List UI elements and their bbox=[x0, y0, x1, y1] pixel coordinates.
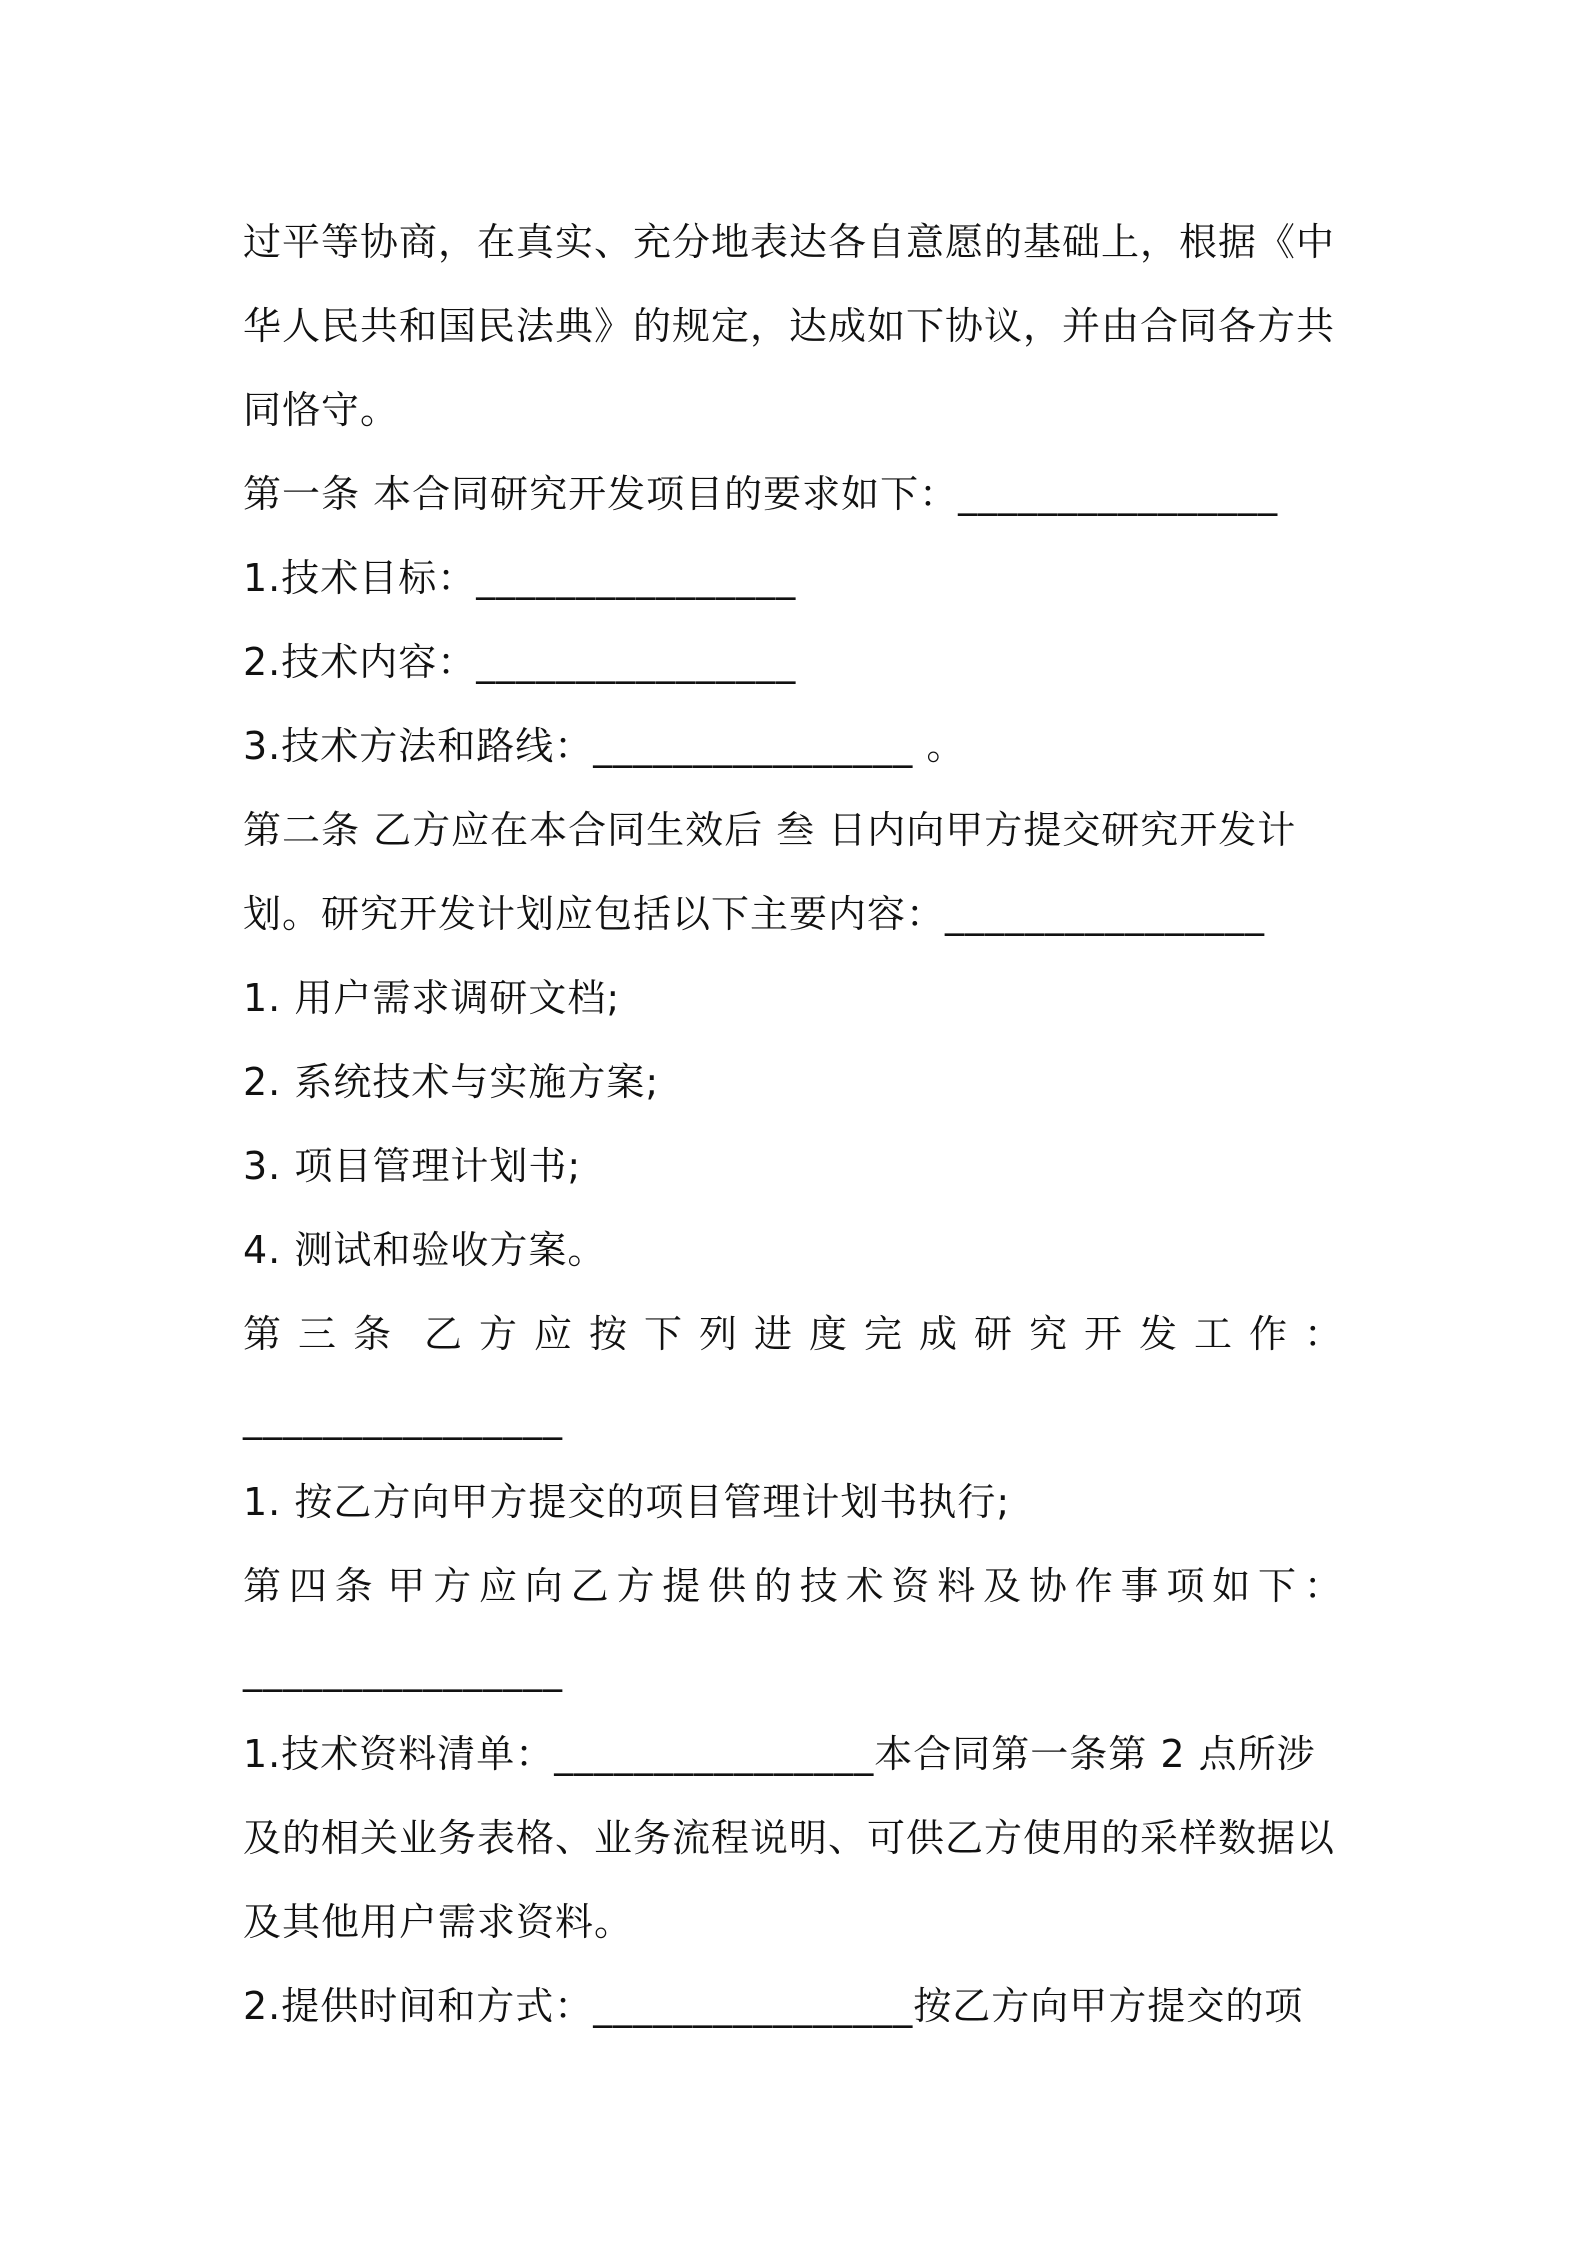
article-4-heading-char: 向 bbox=[524, 1564, 564, 1608]
article-4-heading-char: 料 bbox=[937, 1564, 977, 1608]
article-1-item-1: 1.技术目标：________________ bbox=[243, 556, 797, 600]
article-3-heading-char: 究 bbox=[1028, 1312, 1068, 1356]
article-4-heading-char: 术 bbox=[845, 1564, 885, 1608]
article-4-heading-char: 作 bbox=[1074, 1564, 1114, 1608]
article-3-heading-char: 方 bbox=[478, 1312, 518, 1356]
article-3-heading-char: 列 bbox=[698, 1312, 738, 1356]
article-4-item-line-1: 1.技术资料清单：________________本合同第一条第 2 点所涉 bbox=[243, 1732, 1316, 1776]
article-4-heading-char: 技 bbox=[799, 1564, 839, 1608]
article-4-heading-char: 提 bbox=[662, 1564, 702, 1608]
article-4-heading-char: 供 bbox=[708, 1564, 748, 1608]
article-3-heading-char: 按 bbox=[588, 1312, 628, 1356]
intro-line-3: 同恪守。 bbox=[243, 388, 400, 432]
article-4-heading-char: 协 bbox=[1028, 1564, 1068, 1608]
article-4-heading-char: 项 bbox=[1166, 1564, 1206, 1608]
article-4-heading bbox=[243, 1544, 1343, 1628]
article-2-line-2: 划。研究开发计划应包括以下主要内容：________________ bbox=[243, 892, 1266, 936]
article-3-heading bbox=[243, 1292, 1343, 1376]
article-4-item-line-4: 2.提供时间和方式：________________按乙方向甲方提交的项 bbox=[243, 1984, 1304, 2028]
article-2-item-3: 3. 项目管理计划书; bbox=[243, 1144, 582, 1188]
article-4-heading-char: 方 bbox=[433, 1564, 473, 1608]
article-4-heading-char: 方 bbox=[616, 1564, 656, 1608]
article-3-heading-char: 下 bbox=[643, 1312, 683, 1356]
article-3-blank: ________________ bbox=[243, 1396, 563, 1440]
article-1-heading: 第一条 本合同研究开发项目的要求如下：________________ bbox=[243, 472, 1279, 516]
article-3-heading-char: 第 bbox=[243, 1312, 283, 1356]
article-3-heading-char: 条 bbox=[353, 1312, 393, 1356]
article-4-heading-char: 及 bbox=[983, 1564, 1023, 1608]
article-4-heading-char: 如 bbox=[1212, 1564, 1252, 1608]
article-4-heading-char: 下 bbox=[1258, 1564, 1298, 1608]
article-4-item-line-3: 及其他用户需求资料。 bbox=[243, 1900, 634, 1944]
intro-line-2: 华人民共和国民法典》的规定，达成如下协议，并由合同各方共 bbox=[243, 304, 1336, 348]
article-2-line-1: 第二条 乙方应在本合同生效后 叁 日内向甲方提交研究开发计 bbox=[243, 808, 1297, 852]
article-4-heading-char: 条 bbox=[334, 1564, 374, 1608]
article-3-heading-char: 成 bbox=[918, 1312, 958, 1356]
article-3-heading-char: 完 bbox=[863, 1312, 903, 1356]
article-3-heading-char: 研 bbox=[973, 1312, 1013, 1356]
article-4-heading-char: 事 bbox=[1120, 1564, 1160, 1608]
article-4-heading-char: 第 bbox=[243, 1564, 283, 1608]
article-4-heading-char: 甲 bbox=[387, 1564, 427, 1608]
article-1-item-2: 2.技术内容：________________ bbox=[243, 640, 797, 684]
article-3-heading-char: 进 bbox=[753, 1312, 793, 1356]
article-3-heading-char: 应 bbox=[533, 1312, 573, 1356]
document-body bbox=[243, 200, 1353, 2048]
article-3-heading-char: 发 bbox=[1138, 1312, 1178, 1356]
article-3-heading-char: 开 bbox=[1083, 1312, 1123, 1356]
article-2-item-2: 2. 系统技术与实施方案; bbox=[243, 1060, 660, 1104]
article-3-heading-char: 三 bbox=[298, 1312, 338, 1356]
article-4-heading-char: 乙 bbox=[570, 1564, 610, 1608]
article-3-heading-char: 作 bbox=[1248, 1312, 1288, 1356]
article-3-heading-char: 度 bbox=[808, 1312, 848, 1356]
article-4-heading-char: 资 bbox=[891, 1564, 931, 1608]
article-3-heading-char: 乙 bbox=[423, 1312, 463, 1356]
article-3-heading-char: ： bbox=[1303, 1312, 1343, 1356]
article-3-item-1: 1. 按乙方向甲方提交的项目管理计划书执行; bbox=[243, 1480, 1011, 1524]
article-4-heading-char: 四 bbox=[288, 1564, 328, 1608]
article-2-item-4: 4. 测试和验收方案。 bbox=[243, 1228, 607, 1272]
article-4-item-line-2: 及的相关业务表格、业务流程说明、可供乙方使用的采样数据以 bbox=[243, 1816, 1336, 1860]
article-4-heading-char: 应 bbox=[478, 1564, 518, 1608]
article-3-heading-char: 工 bbox=[1193, 1312, 1233, 1356]
article-4-blank: ________________ bbox=[243, 1648, 563, 1692]
intro-line-1: 过平等协商，在真实、充分地表达各自意愿的基础上，根据《中 bbox=[243, 220, 1336, 264]
article-1-item-3: 3.技术方法和路线：________________ 。 bbox=[243, 724, 966, 768]
article-2-item-1: 1. 用户需求调研文档; bbox=[243, 976, 621, 1020]
article-4-heading-char: 的 bbox=[753, 1564, 793, 1608]
article-4-heading-char: ： bbox=[1303, 1564, 1343, 1608]
